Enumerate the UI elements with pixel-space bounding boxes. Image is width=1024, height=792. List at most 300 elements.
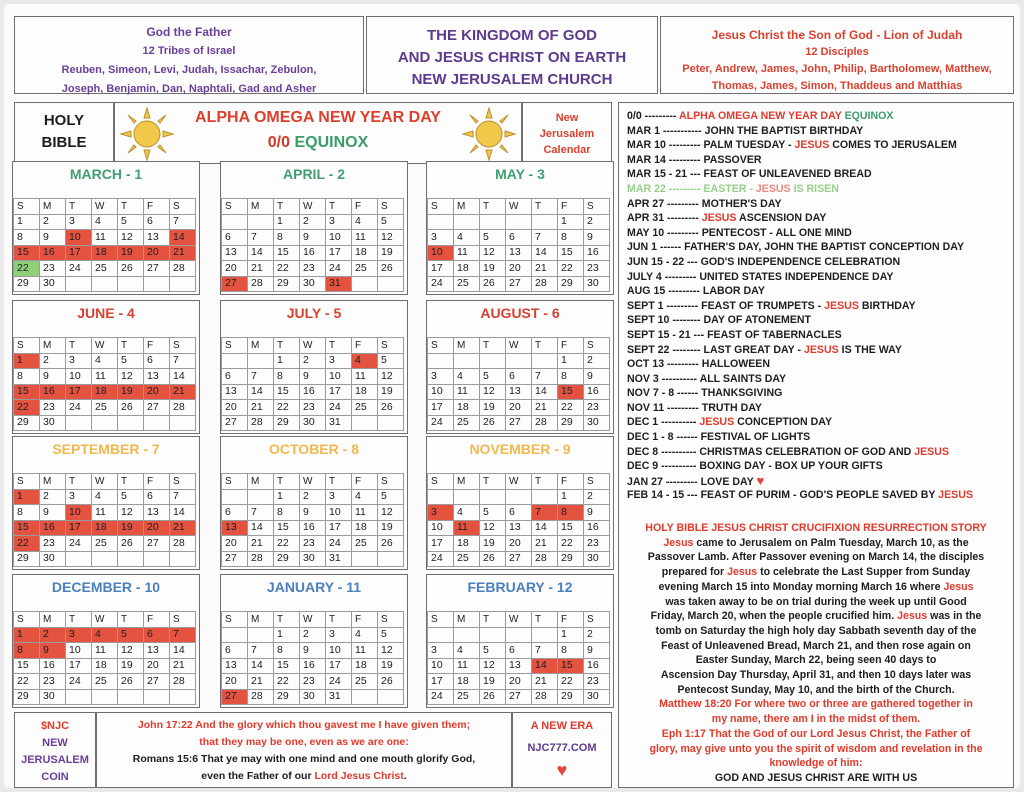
month-calendar bbox=[220, 436, 408, 570]
day-cell: 4 bbox=[352, 627, 378, 643]
event-row bbox=[627, 474, 1009, 489]
day-cell: 28 bbox=[532, 689, 558, 705]
day-cell: 30 bbox=[40, 551, 66, 567]
day-cell: 16 bbox=[40, 384, 66, 400]
day-cell: 21 bbox=[532, 400, 558, 416]
month-calendar bbox=[220, 300, 408, 434]
day-cell: 30 bbox=[40, 276, 66, 292]
event-text: TRUTH DAY bbox=[698, 401, 762, 414]
day-cell: 2 bbox=[40, 627, 66, 643]
day-cell: 6 bbox=[506, 230, 532, 246]
day-cell: 26 bbox=[378, 536, 404, 552]
new-year-title: ALPHA OMEGA NEW YEAR DAY bbox=[195, 109, 441, 126]
day-cell: 29 bbox=[558, 551, 584, 567]
event-date: DEC 9 ---------- bbox=[627, 460, 697, 473]
verse-line1: John 17:22 And the glory which thou gavest me I have given them; bbox=[137, 719, 471, 731]
day-cell: 19 bbox=[480, 261, 506, 277]
day-cell: 9 bbox=[300, 369, 326, 385]
day-cell: 14 bbox=[248, 245, 274, 261]
day-cell: 2 bbox=[584, 627, 610, 643]
day-cell: 10 bbox=[428, 384, 454, 400]
event-text: BIRTHDAY bbox=[858, 299, 916, 312]
day-cell: 26 bbox=[378, 261, 404, 277]
day-cell: 7 bbox=[248, 643, 274, 659]
header-god-the-father bbox=[14, 16, 364, 94]
day-cell: 27 bbox=[506, 415, 532, 431]
story-text: my name, there am I in the midst of them. bbox=[711, 713, 921, 726]
story-text: to celebrate the Last Supper from Sunday bbox=[757, 566, 971, 579]
story-line bbox=[625, 624, 1007, 639]
day-cell: 14 bbox=[532, 384, 558, 400]
day-cell bbox=[66, 276, 92, 292]
weekday-header: M bbox=[248, 199, 274, 215]
day-cell: 9 bbox=[300, 505, 326, 521]
day-cell: 6 bbox=[144, 214, 170, 230]
event-row bbox=[627, 415, 1009, 430]
story-line bbox=[625, 756, 1007, 771]
day-cell: 26 bbox=[378, 674, 404, 690]
weekday-header: S bbox=[222, 199, 248, 215]
day-cell: 27 bbox=[144, 674, 170, 690]
weekday-header: T bbox=[532, 338, 558, 354]
day-cell: 27 bbox=[144, 400, 170, 416]
day-cell: 29 bbox=[274, 689, 300, 705]
weekday-header: S bbox=[378, 338, 404, 354]
day-cell: 20 bbox=[222, 261, 248, 277]
event-date: NOV 7 - 8 ------ bbox=[627, 387, 699, 400]
day-cell: 5 bbox=[378, 489, 404, 505]
day-cell: 15 bbox=[558, 384, 584, 400]
weekday-header: W bbox=[300, 338, 326, 354]
day-cell: 22 bbox=[14, 536, 40, 552]
coin-line2: NEW bbox=[42, 737, 68, 749]
event-text: JESUS bbox=[824, 299, 859, 312]
event-row bbox=[627, 109, 1009, 124]
day-cell: 8 bbox=[274, 643, 300, 659]
event-row bbox=[627, 197, 1009, 212]
day-cell: 17 bbox=[326, 520, 352, 536]
event-text: JESUS bbox=[803, 343, 839, 356]
header-left-names-1: Reuben, Simeon, Levi, Judah, Issachar, Zebulon, bbox=[61, 64, 317, 76]
day-cell bbox=[532, 353, 558, 369]
header-right-names-1: Peter, Andrew, James, John, Philip, Bartholomew, Matthew, bbox=[682, 63, 992, 75]
event-text: MOTHER'S DAY bbox=[698, 197, 782, 210]
story-text: Pentecost Sunday, May 10, and the birth of the Church. bbox=[677, 683, 955, 696]
day-cell: 9 bbox=[584, 230, 610, 246]
day-cell: 24 bbox=[428, 689, 454, 705]
event-row bbox=[627, 343, 1009, 358]
weekday-header: W bbox=[300, 199, 326, 215]
day-cell: 2 bbox=[584, 214, 610, 230]
day-cell: 16 bbox=[300, 520, 326, 536]
day-cell: 4 bbox=[352, 214, 378, 230]
day-cell: 19 bbox=[378, 245, 404, 261]
day-cell: 25 bbox=[352, 400, 378, 416]
day-cell: 11 bbox=[352, 369, 378, 385]
day-cell: 6 bbox=[144, 489, 170, 505]
day-cell: 8 bbox=[14, 230, 40, 246]
day-cell: 31 bbox=[326, 551, 352, 567]
weekday-header: F bbox=[352, 338, 378, 354]
day-cell: 19 bbox=[378, 384, 404, 400]
day-cell: 11 bbox=[92, 369, 118, 385]
day-cell: 22 bbox=[274, 674, 300, 690]
day-cell: 26 bbox=[480, 415, 506, 431]
weekday-header: F bbox=[558, 474, 584, 490]
day-cell: 4 bbox=[92, 627, 118, 643]
event-row bbox=[627, 153, 1009, 168]
story-text: Jesus bbox=[727, 566, 758, 579]
event-row bbox=[627, 372, 1009, 387]
day-cell: 18 bbox=[92, 245, 118, 261]
day-cell: 27 bbox=[222, 689, 248, 705]
day-cell: 23 bbox=[584, 400, 610, 416]
day-cell bbox=[118, 551, 144, 567]
day-cell: 11 bbox=[92, 230, 118, 246]
event-row bbox=[627, 284, 1009, 299]
month-calendar bbox=[12, 574, 200, 708]
day-cell: 26 bbox=[118, 261, 144, 277]
weekday-header: T bbox=[66, 474, 92, 490]
day-cell: 17 bbox=[66, 245, 92, 261]
day-cell: 27 bbox=[506, 276, 532, 292]
event-row bbox=[627, 226, 1009, 241]
day-cell: 1 bbox=[558, 627, 584, 643]
day-cell: 18 bbox=[454, 674, 480, 690]
event-text: ALPHA OMEGA NEW YEAR DAY bbox=[676, 110, 845, 122]
day-cell: 25 bbox=[352, 536, 378, 552]
day-cell: 9 bbox=[300, 230, 326, 246]
day-cell: 3 bbox=[66, 489, 92, 505]
day-cell: 19 bbox=[378, 520, 404, 536]
event-text: JESUS bbox=[755, 182, 791, 195]
event-row bbox=[627, 328, 1009, 343]
day-cell: 12 bbox=[378, 643, 404, 659]
day-cell bbox=[66, 689, 92, 705]
story-text: knowledge of him: bbox=[769, 757, 863, 770]
day-cell: 20 bbox=[506, 400, 532, 416]
weekday-header: W bbox=[92, 612, 118, 628]
day-cell: 13 bbox=[144, 643, 170, 659]
day-cell bbox=[532, 214, 558, 230]
day-cell: 24 bbox=[428, 551, 454, 567]
story-text: Feast of Unleavened Bread, March 21, and then rose again on bbox=[661, 639, 971, 652]
sun-icon bbox=[461, 106, 517, 162]
day-cell bbox=[248, 214, 274, 230]
event-text: JESUS bbox=[938, 489, 973, 502]
day-cell bbox=[170, 415, 196, 431]
day-cell: 10 bbox=[326, 505, 352, 521]
day-cell: 16 bbox=[584, 384, 610, 400]
day-cell: 24 bbox=[66, 536, 92, 552]
day-cell: 2 bbox=[300, 627, 326, 643]
story-line bbox=[625, 565, 1007, 580]
day-cell: 1 bbox=[14, 489, 40, 505]
equinox-word: EQUINOX bbox=[294, 134, 369, 151]
day-cell: 10 bbox=[66, 369, 92, 385]
day-cell bbox=[480, 214, 506, 230]
day-cell: 2 bbox=[300, 353, 326, 369]
day-cell: 19 bbox=[378, 658, 404, 674]
event-row bbox=[627, 240, 1009, 255]
event-text: JESUS bbox=[794, 139, 830, 152]
day-cell: 29 bbox=[14, 689, 40, 705]
day-cell: 7 bbox=[248, 369, 274, 385]
day-cell: 22 bbox=[14, 674, 40, 690]
event-date: 0/0 --------- bbox=[627, 110, 677, 122]
day-cell bbox=[352, 415, 378, 431]
story-text: Eph 1:17 That the God of our Lord Jesus Christ, the Father of bbox=[661, 727, 971, 740]
day-cell: 16 bbox=[40, 658, 66, 674]
day-cell: 7 bbox=[532, 369, 558, 385]
day-cell: 23 bbox=[300, 674, 326, 690]
day-cell: 2 bbox=[300, 489, 326, 505]
header-left-subtitle: 12 Tribes of Israel bbox=[142, 45, 236, 57]
event-date: AUG 15 --------- bbox=[627, 285, 700, 298]
verse-line4-red: Lord Jesus Christ bbox=[314, 770, 404, 782]
day-cell: 15 bbox=[14, 384, 40, 400]
weekday-header: S bbox=[584, 338, 610, 354]
day-cell bbox=[454, 214, 480, 230]
story-text: evening March 15 into Monday morning March 16 where bbox=[658, 580, 944, 593]
weekday-header: T bbox=[480, 474, 506, 490]
day-cell: 10 bbox=[428, 658, 454, 674]
event-date: APR 27 --------- bbox=[627, 197, 699, 210]
day-cell: 17 bbox=[428, 261, 454, 277]
day-cell: 28 bbox=[170, 536, 196, 552]
story-text: Friday, March 20, when the people crucified him. bbox=[650, 610, 898, 623]
weekday-header: W bbox=[300, 474, 326, 490]
event-text: IS THE WAY bbox=[838, 343, 902, 356]
day-cell: 13 bbox=[144, 230, 170, 246]
month-calendar bbox=[426, 161, 614, 295]
event-row bbox=[627, 211, 1009, 226]
month-day-grid bbox=[13, 473, 196, 567]
month-day-grid bbox=[427, 611, 610, 705]
day-cell: 29 bbox=[558, 689, 584, 705]
day-cell: 4 bbox=[352, 353, 378, 369]
story-line bbox=[625, 771, 1007, 786]
event-date: MAY 10 --------- bbox=[627, 226, 699, 239]
day-cell: 17 bbox=[326, 384, 352, 400]
event-row bbox=[627, 357, 1009, 372]
weekday-header: S bbox=[428, 338, 454, 354]
day-cell: 30 bbox=[300, 276, 326, 292]
day-cell: 27 bbox=[222, 415, 248, 431]
weekday-header: M bbox=[248, 338, 274, 354]
day-cell: 1 bbox=[274, 214, 300, 230]
day-cell bbox=[222, 627, 248, 643]
month-title: APRIL - 2 bbox=[283, 166, 345, 182]
event-date: MAR 14 --------- bbox=[627, 153, 701, 166]
day-cell: 19 bbox=[118, 245, 144, 261]
day-cell: 13 bbox=[144, 369, 170, 385]
day-cell: 11 bbox=[454, 384, 480, 400]
day-cell: 22 bbox=[274, 400, 300, 416]
day-cell: 9 bbox=[40, 505, 66, 521]
equinox-prefix: 0/0 bbox=[267, 134, 290, 151]
day-cell: 5 bbox=[378, 214, 404, 230]
heart-icon: ♥ bbox=[756, 473, 765, 488]
day-cell bbox=[92, 551, 118, 567]
day-cell: 11 bbox=[454, 658, 480, 674]
day-cell: 14 bbox=[532, 520, 558, 536]
month-day-grid bbox=[13, 611, 196, 705]
day-cell: 7 bbox=[170, 627, 196, 643]
day-cell bbox=[428, 489, 454, 505]
day-cell: 14 bbox=[248, 384, 274, 400]
event-text: CONCEPTION DAY bbox=[734, 416, 833, 429]
event-text: UNITED STATES INDEPENDENCE DAY bbox=[696, 270, 894, 283]
event-row bbox=[627, 167, 1009, 182]
day-cell: 29 bbox=[558, 276, 584, 292]
weekday-header: S bbox=[378, 199, 404, 215]
day-cell: 2 bbox=[40, 353, 66, 369]
event-text: EQUINOX bbox=[844, 110, 894, 122]
day-cell: 30 bbox=[300, 415, 326, 431]
event-row bbox=[627, 445, 1009, 460]
weekday-header: T bbox=[480, 612, 506, 628]
day-cell: 19 bbox=[118, 520, 144, 536]
day-cell: 4 bbox=[352, 489, 378, 505]
story-body bbox=[625, 536, 1007, 786]
weekday-header: M bbox=[248, 474, 274, 490]
weekday-header: S bbox=[14, 199, 40, 215]
day-cell: 3 bbox=[326, 214, 352, 230]
new-year-banner bbox=[114, 102, 522, 164]
event-row bbox=[627, 255, 1009, 270]
day-cell: 3 bbox=[428, 643, 454, 659]
day-cell bbox=[532, 627, 558, 643]
day-cell: 5 bbox=[118, 627, 144, 643]
day-cell: 28 bbox=[532, 276, 558, 292]
day-cell: 18 bbox=[352, 245, 378, 261]
day-cell: 25 bbox=[352, 261, 378, 277]
weekday-header: W bbox=[506, 338, 532, 354]
day-cell: 24 bbox=[326, 536, 352, 552]
day-cell: 23 bbox=[584, 674, 610, 690]
day-cell bbox=[222, 214, 248, 230]
day-cell: 10 bbox=[66, 505, 92, 521]
day-cell: 3 bbox=[326, 353, 352, 369]
website-link[interactable]: NJC777.COM bbox=[527, 742, 597, 754]
bible-line2: BIBLE bbox=[41, 134, 87, 151]
day-cell: 15 bbox=[14, 245, 40, 261]
day-cell: 28 bbox=[170, 400, 196, 416]
day-cell: 16 bbox=[300, 384, 326, 400]
weekday-header: W bbox=[92, 199, 118, 215]
day-cell: 15 bbox=[558, 245, 584, 261]
day-cell: 30 bbox=[584, 689, 610, 705]
header-right-subtitle: 12 Disciples bbox=[805, 46, 869, 58]
weekday-header: F bbox=[352, 474, 378, 490]
weekday-header: T bbox=[118, 338, 144, 354]
weekday-header: T bbox=[118, 199, 144, 215]
day-cell bbox=[428, 214, 454, 230]
weekday-header: S bbox=[170, 474, 196, 490]
day-cell: 23 bbox=[300, 536, 326, 552]
story-text: Ascension Day Thursday, April 31, and then 10 days later was bbox=[660, 669, 972, 682]
day-cell: 23 bbox=[300, 261, 326, 277]
event-row bbox=[627, 459, 1009, 474]
event-text: LABOR DAY bbox=[699, 285, 765, 298]
month-day-grid bbox=[13, 337, 196, 431]
day-cell bbox=[144, 276, 170, 292]
day-cell: 1 bbox=[14, 353, 40, 369]
weekday-header: T bbox=[480, 199, 506, 215]
day-cell: 24 bbox=[326, 261, 352, 277]
weekday-header: S bbox=[14, 612, 40, 628]
day-cell bbox=[66, 551, 92, 567]
day-cell: 30 bbox=[40, 415, 66, 431]
month-day-grid bbox=[427, 198, 610, 292]
day-cell bbox=[378, 551, 404, 567]
weekday-header: S bbox=[378, 474, 404, 490]
day-cell: 20 bbox=[222, 674, 248, 690]
header-left-names-2: Joseph, Benjamin, Dan, Naphtali, Gad and Asher bbox=[61, 83, 317, 95]
story-text: Easter Sunday, March 22, being seen 40 days to bbox=[695, 654, 937, 667]
day-cell: 13 bbox=[222, 520, 248, 536]
calendar-line3: Calendar bbox=[543, 144, 591, 156]
weekday-header: M bbox=[248, 612, 274, 628]
weekday-header: W bbox=[92, 338, 118, 354]
day-cell: 21 bbox=[170, 384, 196, 400]
coin-line3: JERUSALEM bbox=[21, 754, 89, 766]
day-cell: 31 bbox=[326, 276, 352, 292]
weekday-header: T bbox=[326, 612, 352, 628]
day-cell: 13 bbox=[222, 384, 248, 400]
scripture-box bbox=[96, 712, 512, 788]
day-cell: 13 bbox=[222, 658, 248, 674]
bible-line1: HOLY bbox=[43, 112, 85, 129]
day-cell: 28 bbox=[170, 261, 196, 277]
day-cell: 3 bbox=[66, 627, 92, 643]
event-row bbox=[627, 488, 1009, 503]
day-cell: 12 bbox=[480, 384, 506, 400]
day-cell bbox=[378, 276, 404, 292]
day-cell: 4 bbox=[92, 489, 118, 505]
day-cell: 2 bbox=[584, 489, 610, 505]
coin-line4: COIN bbox=[41, 771, 69, 783]
day-cell: 29 bbox=[14, 276, 40, 292]
day-cell: 4 bbox=[454, 369, 480, 385]
weekday-header: T bbox=[66, 612, 92, 628]
day-cell: 30 bbox=[40, 689, 66, 705]
story-text: was in the bbox=[927, 610, 982, 623]
header-mid-line1: THE KINGDOM OF GOD bbox=[427, 27, 597, 44]
day-cell: 9 bbox=[584, 505, 610, 521]
day-cell bbox=[170, 276, 196, 292]
day-cell bbox=[248, 353, 274, 369]
event-date: MAR 22 --------- bbox=[627, 182, 701, 195]
day-cell: 24 bbox=[428, 415, 454, 431]
day-cell bbox=[480, 489, 506, 505]
day-cell: 21 bbox=[248, 400, 274, 416]
event-date: DEC 1 - 8 ------ bbox=[627, 431, 698, 444]
weekday-header: W bbox=[92, 474, 118, 490]
day-cell: 22 bbox=[558, 674, 584, 690]
day-cell: 21 bbox=[248, 261, 274, 277]
day-cell: 24 bbox=[66, 261, 92, 277]
day-cell: 11 bbox=[454, 520, 480, 536]
event-text: PENTECOST - ALL ONE MIND bbox=[698, 226, 852, 239]
day-cell: 18 bbox=[92, 520, 118, 536]
verse-line4-suffix: . bbox=[403, 770, 407, 782]
event-date: JUN 1 ------ bbox=[627, 241, 682, 254]
day-cell: 1 bbox=[558, 353, 584, 369]
event-text: FEAST OF TABERNACLES bbox=[704, 328, 842, 341]
day-cell: 8 bbox=[14, 505, 40, 521]
